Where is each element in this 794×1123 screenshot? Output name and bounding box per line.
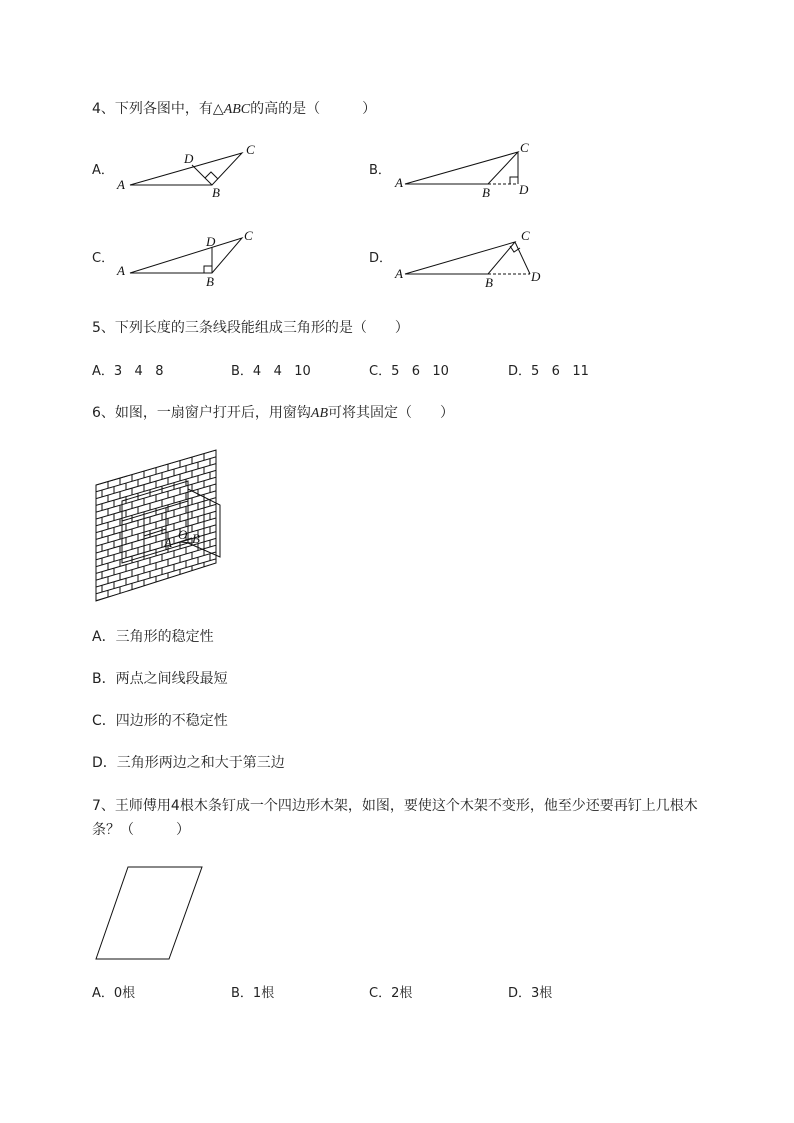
point-c-label: C	[521, 228, 530, 243]
point-o-label: O	[178, 527, 188, 542]
point-a-label: A	[395, 175, 403, 190]
q5-option-c: C．5 6 10	[369, 364, 449, 379]
point-d-label: D	[519, 182, 529, 197]
q5-option-d: D．5 6 11	[508, 364, 589, 379]
brick-course	[96, 600, 216, 605]
q6-stem-post: 可将其固定（ ）	[328, 405, 455, 421]
q6-stem	[92, 403, 454, 424]
point-b-label: B	[485, 275, 493, 290]
q4-option-b-label: B．	[369, 163, 391, 178]
q5-option-a: A．3 4 8	[92, 364, 164, 379]
point-c-label: C	[520, 140, 529, 155]
q6-option-b: B．两点之间线段最短	[92, 671, 228, 687]
q7-option-c: C．2根	[369, 986, 413, 1001]
point-a-label: A	[164, 535, 172, 550]
q4-figure-b	[390, 138, 550, 202]
point-d-label: D	[184, 151, 194, 166]
point-c-label: C	[246, 142, 255, 157]
hook-ob	[180, 542, 192, 543]
q6-stem-pre: 6、如图，一扇窗户打开后，用窗钩	[92, 405, 311, 421]
q7-parallelogram-figure	[94, 864, 206, 962]
q4-figure-d	[390, 228, 550, 292]
q7-option-a: A．0根	[92, 986, 136, 1001]
q6-option-c: C．四边形的不稳定性	[92, 713, 228, 729]
q4-figure-a	[110, 140, 270, 202]
point-b-label: B	[212, 185, 220, 200]
q4-option-a-label: A．	[92, 163, 114, 178]
brick-course	[96, 593, 216, 605]
q4-figure-c	[110, 228, 270, 292]
window-rail	[144, 529, 166, 536]
q7-option-b: B．1根	[231, 986, 275, 1001]
q6-stem-var: AB	[310, 406, 329, 421]
right-angle-mark	[510, 177, 518, 184]
q7-stem-line2: 条？（ ）	[92, 822, 190, 838]
q5-stem: 5、下列长度的三条线段能组成三角形的是（ ）	[92, 320, 409, 336]
q6-option-a: A．三角形的稳定性	[92, 629, 214, 645]
q4-stem-post: 的高的是（ ）	[250, 101, 377, 117]
q4-stem-pre: 4、下列各图中，有△	[92, 101, 224, 117]
triangle-abc	[405, 152, 518, 184]
point-d-label: D	[206, 234, 216, 249]
triangle-abc	[130, 238, 242, 273]
wooden-frame	[96, 867, 202, 959]
point-a-label: A	[117, 263, 125, 278]
point-a-label: A	[395, 266, 403, 281]
point-d-label: D	[531, 269, 541, 284]
point-b-label: B	[206, 274, 214, 289]
point-b-label: B	[192, 531, 200, 546]
q6-window-figure	[94, 445, 224, 605]
q7-stem-line1: 7、王师傅用4根木条钉成一个四边形木架，如图，要使这个木架不变形，他至少还要再钉上几根木	[92, 798, 698, 814]
altitude-cd	[515, 242, 530, 274]
q4-stem-var: ABC	[223, 102, 251, 117]
q5-option-b: B．4 4 10	[231, 364, 311, 379]
altitude-bd	[192, 165, 212, 185]
point-c-label: C	[244, 228, 253, 243]
q4-option-d-label: D．	[369, 251, 393, 266]
q7-option-d: D．3根	[508, 986, 553, 1001]
triangle-abc	[405, 242, 515, 274]
point-a-label: A	[117, 177, 125, 192]
right-angle-mark	[204, 266, 212, 273]
right-angle-mark	[205, 172, 218, 179]
q6-option-d: D．三角形两边之和大于第三边	[92, 755, 285, 771]
point-b-label: B	[482, 185, 490, 200]
q4-option-c-label: C．	[92, 251, 115, 266]
q4-stem	[92, 99, 376, 120]
